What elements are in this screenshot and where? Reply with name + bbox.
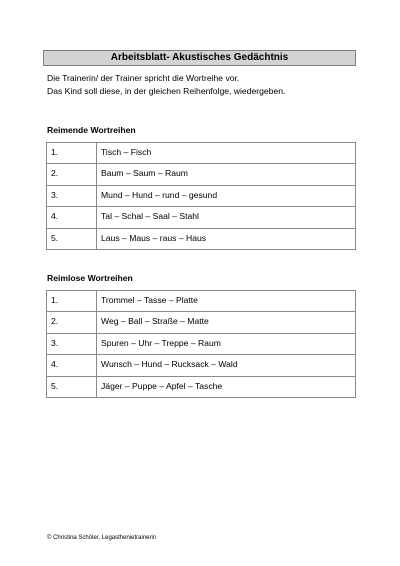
table-row: [47, 185, 356, 206]
table-row: [47, 312, 356, 333]
word-sequence: Tisch – Fisch: [97, 143, 356, 164]
word-sequence: Wunsch – Hund – Rucksack – Wald: [97, 355, 356, 376]
row-number: 1.: [47, 291, 97, 312]
row-number: 4.: [47, 207, 97, 228]
row-number: 2.: [47, 312, 97, 333]
word-sequence: Spuren – Uhr – Treppe – Raum: [97, 333, 356, 354]
table-row: [47, 291, 356, 312]
word-sequence: Baum – Saum – Raum: [97, 164, 356, 185]
word-sequence: Laus – Maus – raus – Haus: [97, 228, 356, 249]
word-sequence: Mund – Hund – rund – gesund: [97, 185, 356, 206]
word-sequence: Trommel – Tasse – Platte: [97, 291, 356, 312]
row-number: 4.: [47, 355, 97, 376]
nonrhyming-table: [46, 290, 356, 398]
instruction-line-1: Die Trainerin/ der Trainer spricht die Wortreihe vor.: [47, 73, 240, 83]
word-sequence: Tal – Schal – Saal – Stahl: [97, 207, 356, 228]
instructions: [47, 72, 285, 98]
table-row: [47, 207, 356, 228]
row-number: 2.: [47, 164, 97, 185]
row-number: 3.: [47, 185, 97, 206]
word-sequence: Jäger – Puppe – Apfel – Tasche: [97, 376, 356, 397]
word-sequence: Weg – Ball – Straße – Matte: [97, 312, 356, 333]
row-number: 5.: [47, 228, 97, 249]
row-number: 1.: [47, 143, 97, 164]
page-title: Arbeitsblatt- Akustisches Gedächtnis: [43, 50, 356, 66]
row-number: 5.: [47, 376, 97, 397]
table-row: [47, 164, 356, 185]
copyright-footer: © Christina Schöler, Legasthenietrainerin: [47, 535, 157, 541]
rhyming-heading: Reimende Wortreihen: [47, 125, 136, 135]
table-row: [47, 333, 356, 354]
table-row: [47, 355, 356, 376]
row-number: 3.: [47, 333, 97, 354]
rhyming-table: [46, 142, 356, 250]
nonrhyming-heading: Reimlose Wortreihen: [47, 273, 133, 283]
table-row: [47, 376, 356, 397]
table-row: [47, 143, 356, 164]
table-row: [47, 228, 356, 249]
instruction-line-2: Das Kind soll diese, in der gleichen Reihenfolge, wiedergeben.: [47, 86, 286, 96]
